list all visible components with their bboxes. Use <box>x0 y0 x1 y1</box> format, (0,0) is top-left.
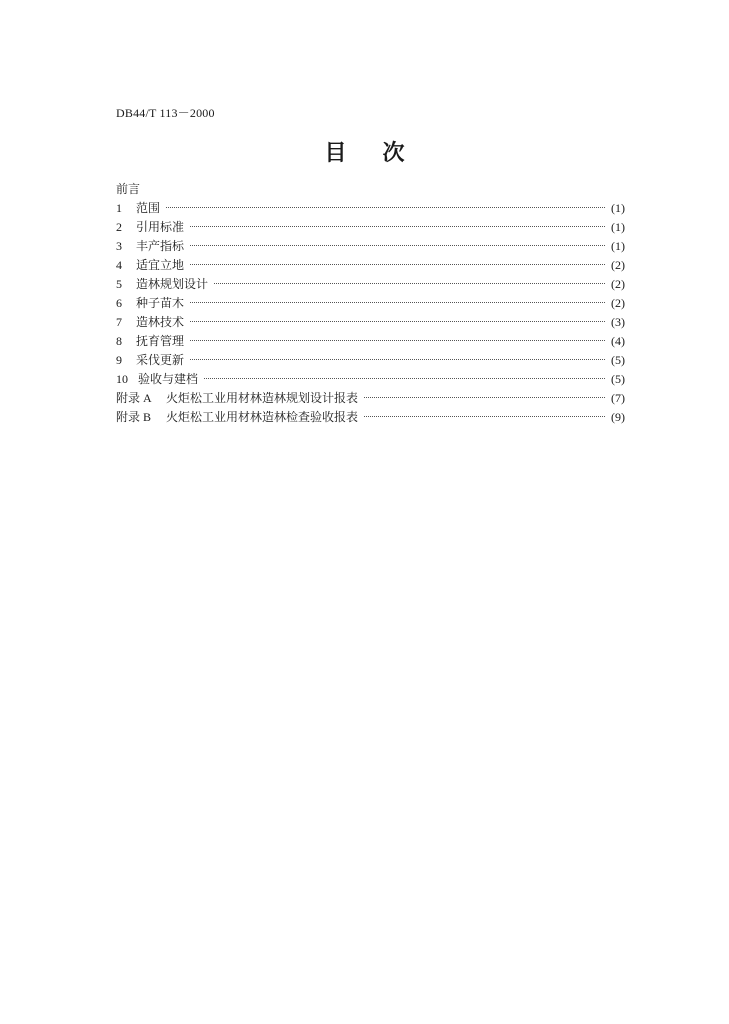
toc-entry-label: 采伐更新 <box>136 353 185 367</box>
toc-entry[interactable] <box>116 370 625 389</box>
toc-entry-label: 抚育管理 <box>136 334 185 348</box>
standard-code: DB44/T 113－2000 <box>116 106 215 120</box>
toc-leader-dots <box>190 245 605 246</box>
toc-entry-label: 造林技术 <box>136 315 185 329</box>
toc-leader-dots <box>190 264 605 265</box>
toc-leader-dots <box>190 226 605 227</box>
toc-entry-appendix[interactable] <box>116 389 625 408</box>
toc-list <box>116 199 625 427</box>
toc-entry-label: 验收与建档 <box>138 372 199 386</box>
toc-entry-number: 6 <box>116 296 122 310</box>
toc-entry-page: (3) <box>611 315 625 329</box>
toc-entry-number: 5 <box>116 277 122 291</box>
toc-leader-dots <box>190 359 605 360</box>
toc-entry-label: 范围 <box>136 201 161 215</box>
toc-entry-label: 适宜立地 <box>136 258 185 272</box>
toc-entry[interactable] <box>116 294 625 313</box>
toc-entry[interactable] <box>116 351 625 370</box>
toc-entry[interactable] <box>116 275 625 294</box>
toc-leader-dots <box>190 340 605 341</box>
toc-entry-label: 火炬松工业用材林造林检查验收报表 <box>166 410 359 424</box>
toc-leader-dots <box>364 397 605 398</box>
toc-entry-page: (1) <box>611 239 625 253</box>
toc-entry-page: (7) <box>611 391 625 405</box>
toc-leader-dots <box>190 321 605 322</box>
toc-entry-number: 9 <box>116 353 122 367</box>
toc-entry-page: (4) <box>611 334 625 348</box>
page-title <box>0 136 729 167</box>
toc-entry-number: 8 <box>116 334 122 348</box>
toc-entry-page: (1) <box>611 220 625 234</box>
toc-entry-number: 3 <box>116 239 122 253</box>
toc-entry-number: 7 <box>116 315 122 329</box>
title-char-1: 目 <box>324 141 347 166</box>
toc-leader-dots <box>214 283 605 284</box>
toc-entry-number: 4 <box>116 258 122 272</box>
toc-entry-number: 1 <box>116 201 122 215</box>
toc-entry-appendix[interactable] <box>116 408 625 427</box>
toc-entry[interactable] <box>116 218 625 237</box>
toc-leader-dots <box>204 378 605 379</box>
toc-leader-dots <box>166 207 605 208</box>
toc-entry-page: (2) <box>611 296 625 310</box>
toc-leader-dots <box>190 302 605 303</box>
toc-entry-number: 10 <box>116 372 128 386</box>
toc-entry-page: (2) <box>611 277 625 291</box>
toc-entry-number: 附录 B <box>116 410 152 424</box>
toc-entry-page: (1) <box>611 201 625 215</box>
toc-entry[interactable] <box>116 199 625 218</box>
toc-entry-label: 种子苗木 <box>136 296 185 310</box>
toc-entry-page: (2) <box>611 258 625 272</box>
toc-entry-page: (5) <box>611 353 625 367</box>
toc-entry-label: 火炬松工业用材林造林规划设计报表 <box>166 391 359 405</box>
toc-entry-page: (5) <box>611 372 625 386</box>
toc-preface[interactable]: 前言 <box>116 182 141 196</box>
title-char-2: 次 <box>382 141 405 166</box>
toc-entry[interactable] <box>116 313 625 332</box>
toc-entry-label: 丰产指标 <box>136 239 185 253</box>
toc-entry-number: 2 <box>116 220 122 234</box>
toc-entry-label: 造林规划设计 <box>136 277 209 291</box>
toc-entry-page: (9) <box>611 410 625 424</box>
toc-entry[interactable] <box>116 332 625 351</box>
toc-entry[interactable] <box>116 256 625 275</box>
toc-leader-dots <box>364 416 605 417</box>
toc-entry-label: 引用标准 <box>136 220 185 234</box>
toc-entry-number: 附录 A <box>116 391 152 405</box>
toc-entry[interactable] <box>116 237 625 256</box>
